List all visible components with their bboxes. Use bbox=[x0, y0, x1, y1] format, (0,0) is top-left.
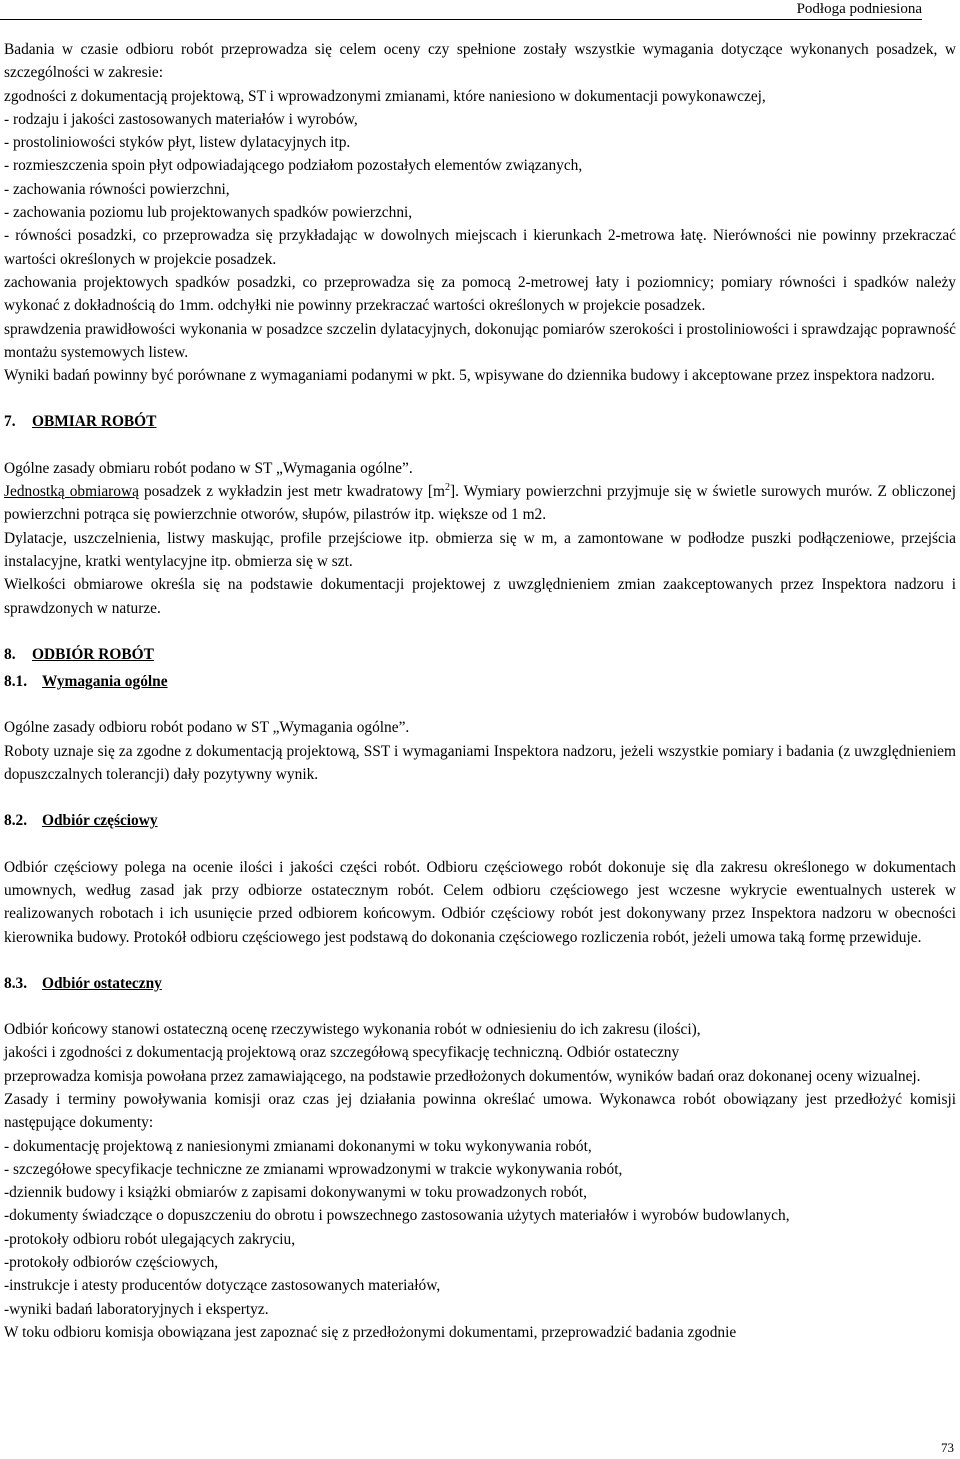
paragraph: Ogólne zasady odbioru robót podano w ST „Wymagania ogólne”. bbox=[4, 719, 410, 737]
list-item: - rozmieszczenia spoin płyt odpowiadającego podziałom pozostałych elementów związanych, bbox=[4, 157, 583, 175]
list-item: -dokumenty świadczące o dopuszczeniu do obrotu i powszechnego zastosowania użytych materiałów i wyrobów budowlanych, bbox=[4, 1207, 790, 1225]
paragraph-line: Odbiór końcowy stanowi ostateczną ocenę rzeczywistego wykonania robót w odniesieniu do ich zakresu (ilości), bbox=[4, 1021, 701, 1039]
list-item: -wyniki badań laboratoryjnych i ekspertyz. bbox=[4, 1300, 269, 1318]
section-heading-8-1: 8.1. Wymagania ogólne bbox=[4, 673, 168, 691]
list-item: - zachowania poziomu lub projektowanych spadków powierzchni, bbox=[4, 204, 413, 222]
document-list bbox=[4, 1135, 956, 1321]
paragraph: sprawdzenia prawidłowości wykonania w posadzce szczelin dylatacyjnych, dokonując pomiarów szerokości i prostoliniowości i sprawdzając poprawność montażu systemowych listew. bbox=[4, 320, 956, 361]
section-heading-7: 7. OBMIAR ROBÓT bbox=[4, 413, 157, 431]
paragraph: Jednostką obmiarową posadzek z wykładzin jest metr kwadratowy $[m^2]$. Wymiary powierzchni przyjmuje się w świetle surowych murów. Z obliczonej powierzchni potrąca się powierzchnie otworów, słupów, pilastrów itp. większe od 1 m2. bbox=[4, 481, 956, 524]
list-item: -instrukcje i atesty producentów dotyczące zastosowanych materiałów, bbox=[4, 1277, 441, 1295]
paragraph: W toku odbioru komisja obowiązana jest zapoznać się z przedłożonymi dokumentami, przeprowadzić badania zgodnie bbox=[4, 1323, 737, 1341]
header-rule bbox=[0, 19, 922, 20]
document-body bbox=[4, 38, 956, 1344]
list-item: - rodzaju i jakości zastosowanych materiałów i wyrobów, bbox=[4, 110, 358, 128]
paragraph: Badania w czasie odbioru robót przeprowadza się celem oceny czy spełnione zostały wszystkie wymagania dotyczące wykonanych posadzek, w szczególności w zakresie: bbox=[4, 41, 956, 82]
paragraph: Ogólne zasady obmiaru robót podano w ST „Wymagania ogólne”. bbox=[4, 459, 413, 477]
list-item: - prostoliniowości styków płyt, listew dylatacyjnych itp. bbox=[4, 134, 351, 152]
paragraph: Dylatacje, uszczelnienia, listwy maskując, profile przejściowe itp. obmierza się w m, a zamontowane w podłodze puszki podłączeniowe, przejścia instalacyjne, kratki wentylacyjne itp. obmierza się w szt. bbox=[4, 529, 956, 570]
paragraph-line: jakości i zgodności z dokumentacją projektową oraz szczegółową specyfikację techniczną. Odbiór ostateczny bbox=[4, 1044, 680, 1062]
list-item: -protokoły odbiorów częściowych, bbox=[4, 1254, 219, 1272]
list-item: - szczegółowe specyfikacje techniczne ze zmianami wprowadzonymi w trakcie wykonywania robót, bbox=[4, 1160, 623, 1178]
list-item: -protokoły odbioru robót ulegających zakryciu, bbox=[4, 1230, 296, 1248]
paragraph: Wielkości obmiarowe określa się na podstawie dokumentacji projektowej z uwzględnieniem zmian zaakceptowanych przez Inspektora nadzoru i sprawdzonych w naturze. bbox=[4, 576, 956, 617]
paragraph: zachowania projektowych spadków posadzki, co przeprowadza się za pomocą 2-metrowej łaty i poziomnicy; pomiary równości i spadków należy wykonać z dokładnością do 1mm. odchyłki nie powinny przekraczać wartości określonych w projekcie posadzek. bbox=[4, 273, 956, 315]
paragraph: Roboty uznaje się za zgodne z dokumentacją projektową, SST i wymaganiami Inspektora nadzoru, jeżeli wszystkie pomiary i badania (z uwzględnieniem dopuszczalnych tolerancji) dały pozytywny wynik. bbox=[4, 742, 956, 784]
list-item: - dokumentację projektową z naniesionymi zmianami dokonanymi w toku wykonywania robót, bbox=[4, 1137, 592, 1155]
paragraph: Zasady i terminy powoływania komisji oraz czas jej działania powinna określać umowa. Wykonawca robót obowiązany jest przedłożyć komisji następujące dokumenty: bbox=[4, 1090, 956, 1132]
section-heading-8-3: 8.3. Odbiór ostateczny bbox=[4, 974, 162, 992]
paragraph: zgodności z dokumentacją projektową, ST i wprowadzonymi zmianami, które naniesiono w dokumentacji powykonawczej, bbox=[4, 87, 766, 105]
paragraph: Odbiór częściowy polega na ocenie ilości i jakości części robót. Odbioru częściowego robót dokonuje się dla zakresu określonego w dokumentach umownych, według zasad jak przy odbiorze ostatecznym robót. Celem odbioru częściowego jest wczesne wykrycie ewentualnych usterek w realizowanych robotach i ich usunięcie przed odbiorem końcowym. Odbiór częściowy robót jest dokonywany przez Inspektora nadzoru w obecności kierownika budowy. Protokół odbioru częściowego jest podstawą do dokonania częściowego rozliczenia robót, jeżeli umowa taką formę przewiduje. bbox=[4, 858, 956, 946]
list-item: - równości posadzki, co przeprowadza się przykładając w dowolnych miejscach i kierunkach 2-metrowa łatę. Nierówności nie powinny przekraczać wartości określonych w projekcie posadzek. bbox=[4, 227, 956, 268]
running-header: Podłoga podniesiona bbox=[796, 1, 922, 17]
paragraph: przeprowadza komisja powołana przez zamawiającego, na podstawie przedłożonych dokumentów, wyników badań oraz dokonanej oceny wizualnej. bbox=[4, 1067, 921, 1085]
page-number: 73 bbox=[941, 1440, 954, 1455]
paragraph: Wyniki badań powinny być porównane z wymaganiami podanymi w pkt. 5, wpisywane do dziennika budowy i akceptowane przez inspektora nadzoru. bbox=[4, 367, 935, 385]
list-item: - zachowania równości powierzchni, bbox=[4, 180, 230, 198]
section-heading-8-2: 8.2. Odbiór częściowy bbox=[4, 812, 158, 830]
list-item: -dziennik budowy i książki obmiarów z zapisami dokonywanymi w toku prowadzonych robót, bbox=[4, 1184, 588, 1202]
section-heading-8: 8. ODBIÓR ROBÓT bbox=[4, 645, 154, 663]
